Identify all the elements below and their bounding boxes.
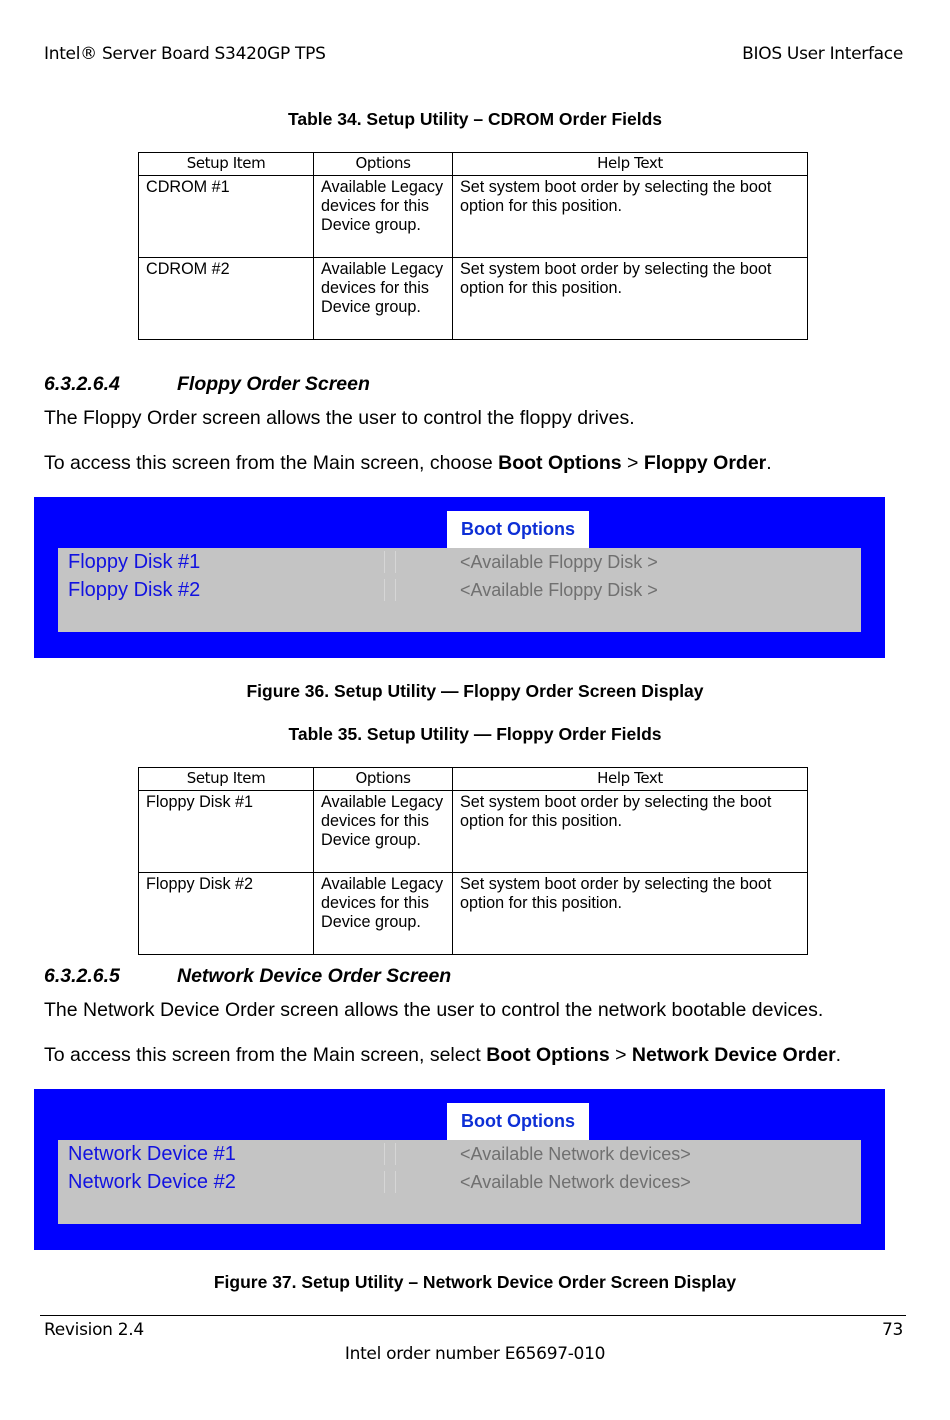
floppy-intro-paragraph: The Floppy Order screen allows the user to control the floppy drives. <box>44 407 635 429</box>
column-header: Help Text <box>453 768 808 791</box>
menu-path-boot-options: Boot Options <box>486 1044 610 1066</box>
path-separator: > <box>621 452 644 474</box>
figure36-caption: Figure 36. Setup Utility — Floppy Order Screen Display <box>246 681 704 701</box>
network-access-paragraph <box>44 1044 841 1067</box>
table35-caption: Table 35. Setup Utility — Floppy Order Fields <box>288 724 662 744</box>
column-divider <box>395 1143 396 1165</box>
section-title: Floppy Order Screen <box>177 373 370 395</box>
bios-screen-floppy-order <box>34 497 885 658</box>
bios-item-label: Floppy Disk #1 <box>68 551 201 573</box>
bios-item-value: <Available Floppy Disk > <box>460 552 658 572</box>
bios-screen-network-order <box>34 1089 885 1250</box>
column-divider <box>384 579 385 601</box>
section-number: 6.3.2.6.4 <box>44 373 120 395</box>
setup-item-cell: Floppy Disk #1 <box>139 791 314 873</box>
table34-header-row <box>139 153 808 176</box>
footer-order-number: Intel order number E65697-010 <box>344 1344 606 1364</box>
network-intro-paragraph: The Network Device Order screen allows the user to control the network bootable devices. <box>44 999 824 1021</box>
bios-panel <box>58 548 861 632</box>
footer-rule <box>40 1315 906 1316</box>
column-header: Options <box>314 153 453 176</box>
table-row <box>139 258 808 340</box>
table34 <box>138 152 808 340</box>
column-divider <box>395 551 396 573</box>
setup-item-cell: Floppy Disk #2 <box>139 873 314 955</box>
running-header-section: BIOS User Interface <box>742 44 903 64</box>
column-divider <box>384 551 385 573</box>
bios-item-label: Network Device #2 <box>68 1171 236 1193</box>
bios-row-network-device-1[interactable] <box>58 1141 861 1168</box>
setup-item-cell: CDROM #2 <box>139 258 314 340</box>
column-divider <box>395 1171 396 1193</box>
help-text-cell: Set system boot order by selecting the boot option for this position. <box>453 791 808 873</box>
bios-item-value: <Available Floppy Disk > <box>460 580 658 600</box>
footer-page-number: 73 <box>881 1320 903 1340</box>
column-header: Setup Item <box>139 153 314 176</box>
bios-item-value: <Available Network devices> <box>460 1172 691 1192</box>
bios-row-floppy-disk-1[interactable] <box>58 549 861 576</box>
access-text-end: . <box>766 452 772 474</box>
setup-item-cell: CDROM #1 <box>139 176 314 258</box>
options-cell: Available Legacy devices for this Device group. <box>314 873 453 955</box>
section-number: 6.3.2.6.5 <box>44 965 120 987</box>
column-divider <box>384 1171 385 1193</box>
table34-caption: Table 34. Setup Utility – CDROM Order Fields <box>287 109 663 129</box>
options-cell: Available Legacy devices for this Device group. <box>314 791 453 873</box>
table35-header-row <box>139 768 808 791</box>
options-cell: Available Legacy devices for this Device group. <box>314 258 453 340</box>
section-heading-network <box>44 965 451 988</box>
footer-revision: Revision 2.4 <box>44 1320 144 1340</box>
help-text-cell: Set system boot order by selecting the boot option for this position. <box>453 176 808 258</box>
menu-path-boot-options: Boot Options <box>498 452 622 474</box>
column-divider <box>384 1143 385 1165</box>
section-heading-floppy <box>44 373 370 396</box>
running-header-title: Intel® Server Board S3420GP TPS <box>44 44 326 64</box>
table35 <box>138 767 808 955</box>
options-cell: Available Legacy devices for this Device group. <box>314 176 453 258</box>
menu-path-floppy-order: Floppy Order <box>643 452 767 474</box>
menu-path-network-device-order: Network Device Order <box>631 1044 836 1066</box>
table-row <box>139 873 808 955</box>
figure37-caption: Figure 37. Setup Utility – Network Device Order Screen Display <box>213 1272 737 1292</box>
bios-row-floppy-disk-2[interactable] <box>58 577 861 604</box>
bios-item-value: <Available Network devices> <box>460 1144 691 1164</box>
tab-boot-options[interactable]: Boot Options <box>447 1103 589 1140</box>
path-separator: > <box>609 1044 632 1066</box>
floppy-access-paragraph <box>44 452 772 475</box>
access-text: To access this screen from the Main screen, select <box>44 1044 487 1066</box>
table-row <box>139 176 808 258</box>
bios-item-label: Network Device #1 <box>68 1143 236 1165</box>
column-header: Help Text <box>453 153 808 176</box>
column-header: Setup Item <box>139 768 314 791</box>
table-row <box>139 791 808 873</box>
bios-item-label: Floppy Disk #2 <box>68 579 201 601</box>
help-text-cell: Set system boot order by selecting the boot option for this position. <box>453 873 808 955</box>
bios-panel <box>58 1140 861 1224</box>
bios-row-network-device-2[interactable] <box>58 1169 861 1196</box>
access-text: To access this screen from the Main screen, choose <box>44 452 499 474</box>
help-text-cell: Set system boot order by selecting the boot option for this position. <box>453 258 808 340</box>
column-header: Options <box>314 768 453 791</box>
column-divider <box>395 579 396 601</box>
tab-boot-options[interactable]: Boot Options <box>447 511 589 548</box>
section-title: Network Device Order Screen <box>177 965 452 987</box>
access-text-end: . <box>835 1044 842 1066</box>
